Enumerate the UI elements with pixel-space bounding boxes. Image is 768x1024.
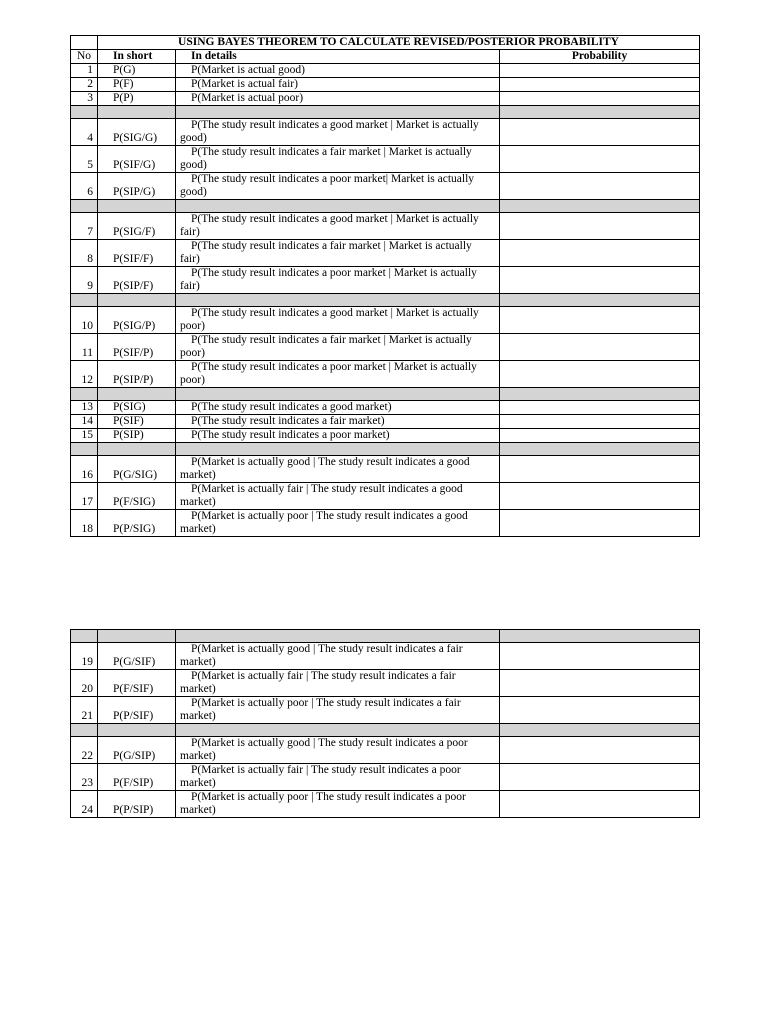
details-line-2: fair): [180, 226, 200, 238]
separator-cell: [176, 294, 500, 307]
in-short-cell: P(G/SIP): [98, 737, 176, 764]
table-row: [71, 92, 700, 106]
separator-cell: [176, 443, 500, 456]
details-line-2: poor): [180, 320, 205, 332]
probability-cell[interactable]: [500, 764, 700, 791]
table-row: [71, 697, 700, 724]
probability-cell[interactable]: [500, 429, 700, 443]
separator-cell: [98, 724, 176, 737]
in-short-cell: P(SIG/G): [98, 119, 176, 146]
probability-cell[interactable]: [500, 64, 700, 78]
in-details-cell: [176, 764, 500, 791]
separator-cell: [98, 443, 176, 456]
in-details-cell: [176, 361, 500, 388]
bayes-table-1: [70, 35, 700, 537]
row-number: 13: [71, 401, 98, 415]
in-details-cell: [176, 643, 500, 670]
details-line-2: market): [180, 523, 216, 535]
separator-cell: [98, 106, 176, 119]
probability-cell[interactable]: [500, 78, 700, 92]
in-short-cell: P(SIG/F): [98, 213, 176, 240]
separator-cell: [71, 200, 98, 213]
table-row: [71, 213, 700, 240]
probability-cell[interactable]: [500, 307, 700, 334]
details-line-2: market): [180, 496, 216, 508]
row-number: 6: [71, 173, 98, 200]
in-details-cell: [176, 92, 500, 106]
table-row: [71, 737, 700, 764]
row-number: 16: [71, 456, 98, 483]
row-number: 18: [71, 510, 98, 537]
probability-cell[interactable]: [500, 415, 700, 429]
table-row: [71, 791, 700, 818]
details-line-1: P(Market is actual fair): [191, 78, 298, 90]
header-probability: Probability: [500, 50, 700, 64]
in-details-cell: [176, 670, 500, 697]
details-line-2: market): [180, 469, 216, 481]
in-details-cell: [176, 240, 500, 267]
header-row: [71, 50, 700, 64]
details-line-2: market): [180, 804, 216, 816]
separator-cell: [71, 630, 98, 643]
probability-cell[interactable]: [500, 92, 700, 106]
in-details-cell: [176, 483, 500, 510]
table-row: [71, 643, 700, 670]
details-line-2: market): [180, 777, 216, 789]
in-details-cell: [176, 456, 500, 483]
table-row: [71, 119, 700, 146]
details-line-1: P(The study result indicates a poor market | Market is actually: [191, 267, 477, 279]
title-row: [71, 36, 700, 50]
table-row: [71, 361, 700, 388]
probability-cell[interactable]: [500, 791, 700, 818]
row-number: 17: [71, 483, 98, 510]
probability-cell[interactable]: [500, 456, 700, 483]
row-number: 10: [71, 307, 98, 334]
in-details-cell: [176, 510, 500, 537]
separator-cell: [500, 630, 700, 643]
table-row: [71, 334, 700, 361]
details-line-1: P(Market is actually fair | The study result indicates a good: [191, 483, 463, 495]
in-short-cell: P(P): [98, 92, 176, 106]
probability-cell[interactable]: [500, 146, 700, 173]
in-short-cell: P(SIP/G): [98, 173, 176, 200]
separator-cell: [176, 724, 500, 737]
details-line-1: P(The study result indicates a fair market | Market is actually: [191, 334, 472, 346]
in-details-cell: [176, 64, 500, 78]
table-row: [71, 307, 700, 334]
probability-cell[interactable]: [500, 334, 700, 361]
in-details-cell: [176, 119, 500, 146]
table-row: [71, 401, 700, 415]
table-row: [71, 429, 700, 443]
details-line-1: P(The study result indicates a fair market | Market is actually: [191, 146, 472, 158]
probability-cell[interactable]: [500, 240, 700, 267]
in-short-cell: P(G/SIG): [98, 456, 176, 483]
table-row: [71, 764, 700, 791]
in-details-cell: [176, 213, 500, 240]
details-line-2: fair): [180, 253, 200, 265]
in-details-cell: [176, 737, 500, 764]
row-number: 22: [71, 737, 98, 764]
probability-cell[interactable]: [500, 737, 700, 764]
probability-cell[interactable]: [500, 267, 700, 294]
separator-cell: [500, 388, 700, 401]
table-row: [71, 146, 700, 173]
row-number: 9: [71, 267, 98, 294]
separator-cell: [500, 724, 700, 737]
probability-cell[interactable]: [500, 510, 700, 537]
row-number: 3: [71, 92, 98, 106]
details-line-2: market): [180, 710, 216, 722]
separator-cell: [500, 106, 700, 119]
details-line-1: P(Market is actually fair | The study result indicates a fair: [191, 670, 456, 682]
in-details-cell: [176, 791, 500, 818]
details-line-1: P(The study result indicates a good market | Market is actually: [191, 307, 479, 319]
in-short-cell: P(SIF/F): [98, 240, 176, 267]
probability-cell[interactable]: [500, 697, 700, 724]
probability-cell[interactable]: [500, 401, 700, 415]
details-line-1: P(The study result indicates a good market | Market is actually: [191, 213, 479, 225]
details-line-1: P(Market is actually good | The study result indicates a good: [191, 456, 470, 468]
separator-cell: [176, 200, 500, 213]
table-row: [71, 510, 700, 537]
table-row: [71, 670, 700, 697]
details-line-2: market): [180, 656, 216, 668]
in-details-cell: [176, 146, 500, 173]
separator-cell: [500, 200, 700, 213]
details-line-2: market): [180, 750, 216, 762]
row-number: 24: [71, 791, 98, 818]
in-short-cell: P(SIF/P): [98, 334, 176, 361]
separator-row: [71, 200, 700, 213]
separator-row: [71, 106, 700, 119]
in-details-cell: [176, 307, 500, 334]
header-in-details-text: In details: [191, 50, 237, 62]
row-number: 21: [71, 697, 98, 724]
separator-row: [71, 630, 700, 643]
details-line-1: P(Market is actually fair | The study result indicates a poor: [191, 764, 461, 776]
table-row: [71, 64, 700, 78]
details-line-1: P(The study result indicates a fair market | Market is actually: [191, 240, 472, 252]
row-number: 2: [71, 78, 98, 92]
separator-cell: [500, 294, 700, 307]
details-line-2: poor): [180, 347, 205, 359]
in-short-cell: P(F/SIG): [98, 483, 176, 510]
in-short-cell: P(SIP/F): [98, 267, 176, 294]
separator-cell: [98, 294, 176, 307]
in-short-cell: P(G): [98, 64, 176, 78]
details-line-2: market): [180, 683, 216, 695]
details-line-1: P(Market is actually poor | The study result indicates a fair: [191, 697, 461, 709]
in-short-cell: P(SIG): [98, 401, 176, 415]
table-row: [71, 173, 700, 200]
separator-cell: [176, 388, 500, 401]
row-number: 20: [71, 670, 98, 697]
separator-cell: [71, 443, 98, 456]
details-line-1: P(The study result indicates a good market): [191, 401, 392, 413]
header-in-short: In short: [98, 50, 176, 64]
row-number: 11: [71, 334, 98, 361]
in-details-cell: [176, 697, 500, 724]
separator-row: [71, 294, 700, 307]
header-in-details: [176, 50, 500, 64]
in-details-cell: [176, 334, 500, 361]
details-line-1: P(Market is actually good | The study result indicates a poor: [191, 737, 468, 749]
row-number: 12: [71, 361, 98, 388]
table-row: [71, 267, 700, 294]
details-line-1: P(The study result indicates a poor market| Market is actually: [191, 173, 475, 185]
in-short-cell: P(SIP/P): [98, 361, 176, 388]
row-number: 1: [71, 64, 98, 78]
in-details-cell: [176, 78, 500, 92]
separator-cell: [71, 724, 98, 737]
header-no: No: [71, 50, 98, 64]
probability-cell[interactable]: [500, 361, 700, 388]
details-line-1: P(Market is actually poor | The study result indicates a good: [191, 510, 468, 522]
in-short-cell: P(SIP): [98, 429, 176, 443]
in-short-cell: P(P/SIP): [98, 791, 176, 818]
details-line-1: P(The study result indicates a good market | Market is actually: [191, 119, 479, 131]
row-number: 4: [71, 119, 98, 146]
separator-cell: [500, 443, 700, 456]
in-short-cell: P(SIF): [98, 415, 176, 429]
in-details-cell: [176, 267, 500, 294]
details-line-2: good): [180, 186, 207, 198]
row-number: 23: [71, 764, 98, 791]
in-details-cell: [176, 401, 500, 415]
table-row: [71, 483, 700, 510]
separator-cell: [98, 388, 176, 401]
table-row: [71, 415, 700, 429]
details-line-2: poor): [180, 374, 205, 386]
in-short-cell: P(F): [98, 78, 176, 92]
details-line-2: good): [180, 159, 207, 171]
in-short-cell: P(F/SIF): [98, 670, 176, 697]
title-blank-cell: [71, 36, 98, 50]
table-row: [71, 456, 700, 483]
row-number: 19: [71, 643, 98, 670]
row-number: 7: [71, 213, 98, 240]
details-line-1: P(Market is actual poor): [191, 92, 304, 104]
separator-cell: [98, 200, 176, 213]
separator-row: [71, 388, 700, 401]
row-number: 5: [71, 146, 98, 173]
details-line-1: P(The study result indicates a fair market): [191, 415, 385, 427]
details-line-1: P(Market is actual good): [191, 64, 306, 76]
in-details-cell: [176, 173, 500, 200]
probability-cell[interactable]: [500, 119, 700, 146]
separator-row: [71, 443, 700, 456]
probability-cell[interactable]: [500, 643, 700, 670]
separator-cell: [176, 630, 500, 643]
separator-cell: [71, 106, 98, 119]
details-line-2: good): [180, 132, 207, 144]
probability-cell[interactable]: [500, 213, 700, 240]
details-line-1: P(The study result indicates a poor market | Market is actually: [191, 361, 477, 373]
details-line-2: fair): [180, 280, 200, 292]
separator-cell: [71, 388, 98, 401]
in-details-cell: [176, 429, 500, 443]
separator-cell: [98, 630, 176, 643]
separator-row: [71, 724, 700, 737]
separator-cell: [176, 106, 500, 119]
details-line-1: P(The study result indicates a poor market): [191, 429, 390, 441]
in-short-cell: P(P/SIG): [98, 510, 176, 537]
row-number: 14: [71, 415, 98, 429]
separator-cell: [71, 294, 98, 307]
details-line-1: P(Market is actually poor | The study result indicates a poor: [191, 791, 466, 803]
in-details-cell: [176, 415, 500, 429]
row-number: 8: [71, 240, 98, 267]
row-number: 15: [71, 429, 98, 443]
in-short-cell: P(G/SIF): [98, 643, 176, 670]
in-short-cell: P(SIF/G): [98, 146, 176, 173]
bayes-table-2: [70, 629, 700, 818]
table-row: [71, 240, 700, 267]
in-short-cell: P(P/SIF): [98, 697, 176, 724]
in-short-cell: P(SIG/P): [98, 307, 176, 334]
probability-cell[interactable]: [500, 670, 700, 697]
table-title: USING BAYES THEOREM TO CALCULATE REVISED/POSTERIOR PROBABILITY: [98, 36, 700, 50]
probability-cell[interactable]: [500, 483, 700, 510]
in-short-cell: P(F/SIP): [98, 764, 176, 791]
table-row: [71, 78, 700, 92]
probability-cell[interactable]: [500, 173, 700, 200]
details-line-1: P(Market is actually good | The study result indicates a fair: [191, 643, 463, 655]
